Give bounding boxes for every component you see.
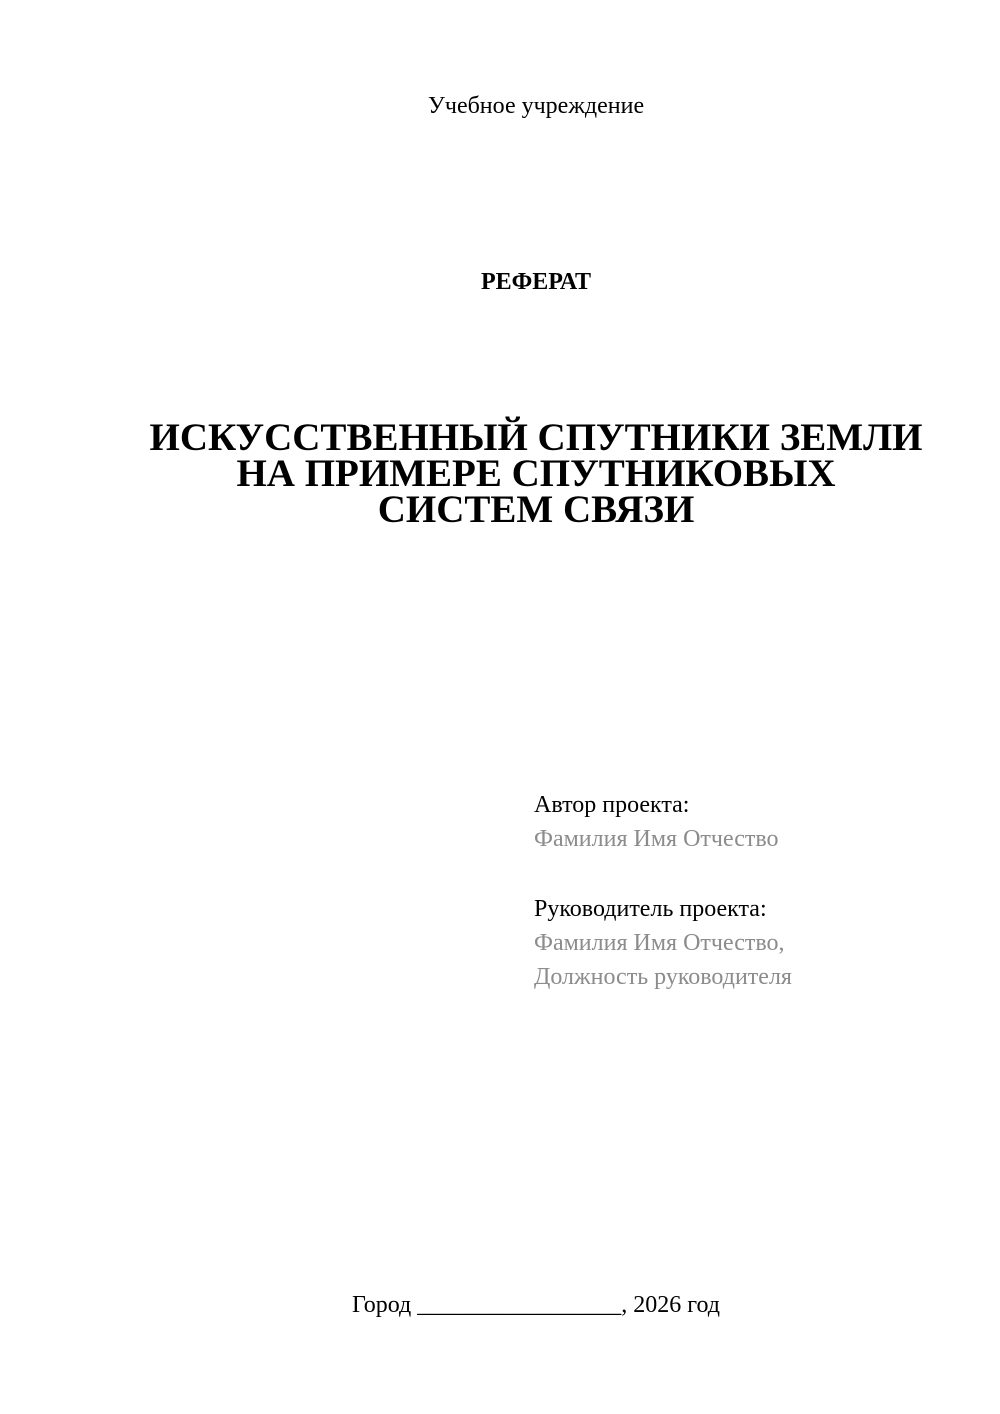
supervisor-name: Фамилия Имя Отчество, xyxy=(534,930,785,956)
title-line-3: СИСТЕМ СВЯЗИ xyxy=(377,488,695,531)
author-name: Фамилия Имя Отчество xyxy=(534,826,779,852)
document-title xyxy=(0,416,1000,531)
title-line-1: ИСКУССТВЕННЫЙ СПУТНИКИ ЗЕМЛИ xyxy=(149,416,923,459)
institution-name: Учебное учреждение xyxy=(427,93,645,119)
supervisor-position: Должность руководителя xyxy=(534,964,792,990)
document-type: РЕФЕРАТ xyxy=(480,269,592,295)
spacer xyxy=(534,856,974,892)
supervisor-label: Руководитель проекта: xyxy=(534,896,767,922)
author-label: Автор проекта: xyxy=(534,792,690,818)
city-year-line: Город _________________, 2026 год xyxy=(351,1292,721,1318)
title-line-2: НА ПРИМЕРЕ СПУТНИКОВЫХ xyxy=(236,452,836,495)
people-block xyxy=(534,788,974,994)
